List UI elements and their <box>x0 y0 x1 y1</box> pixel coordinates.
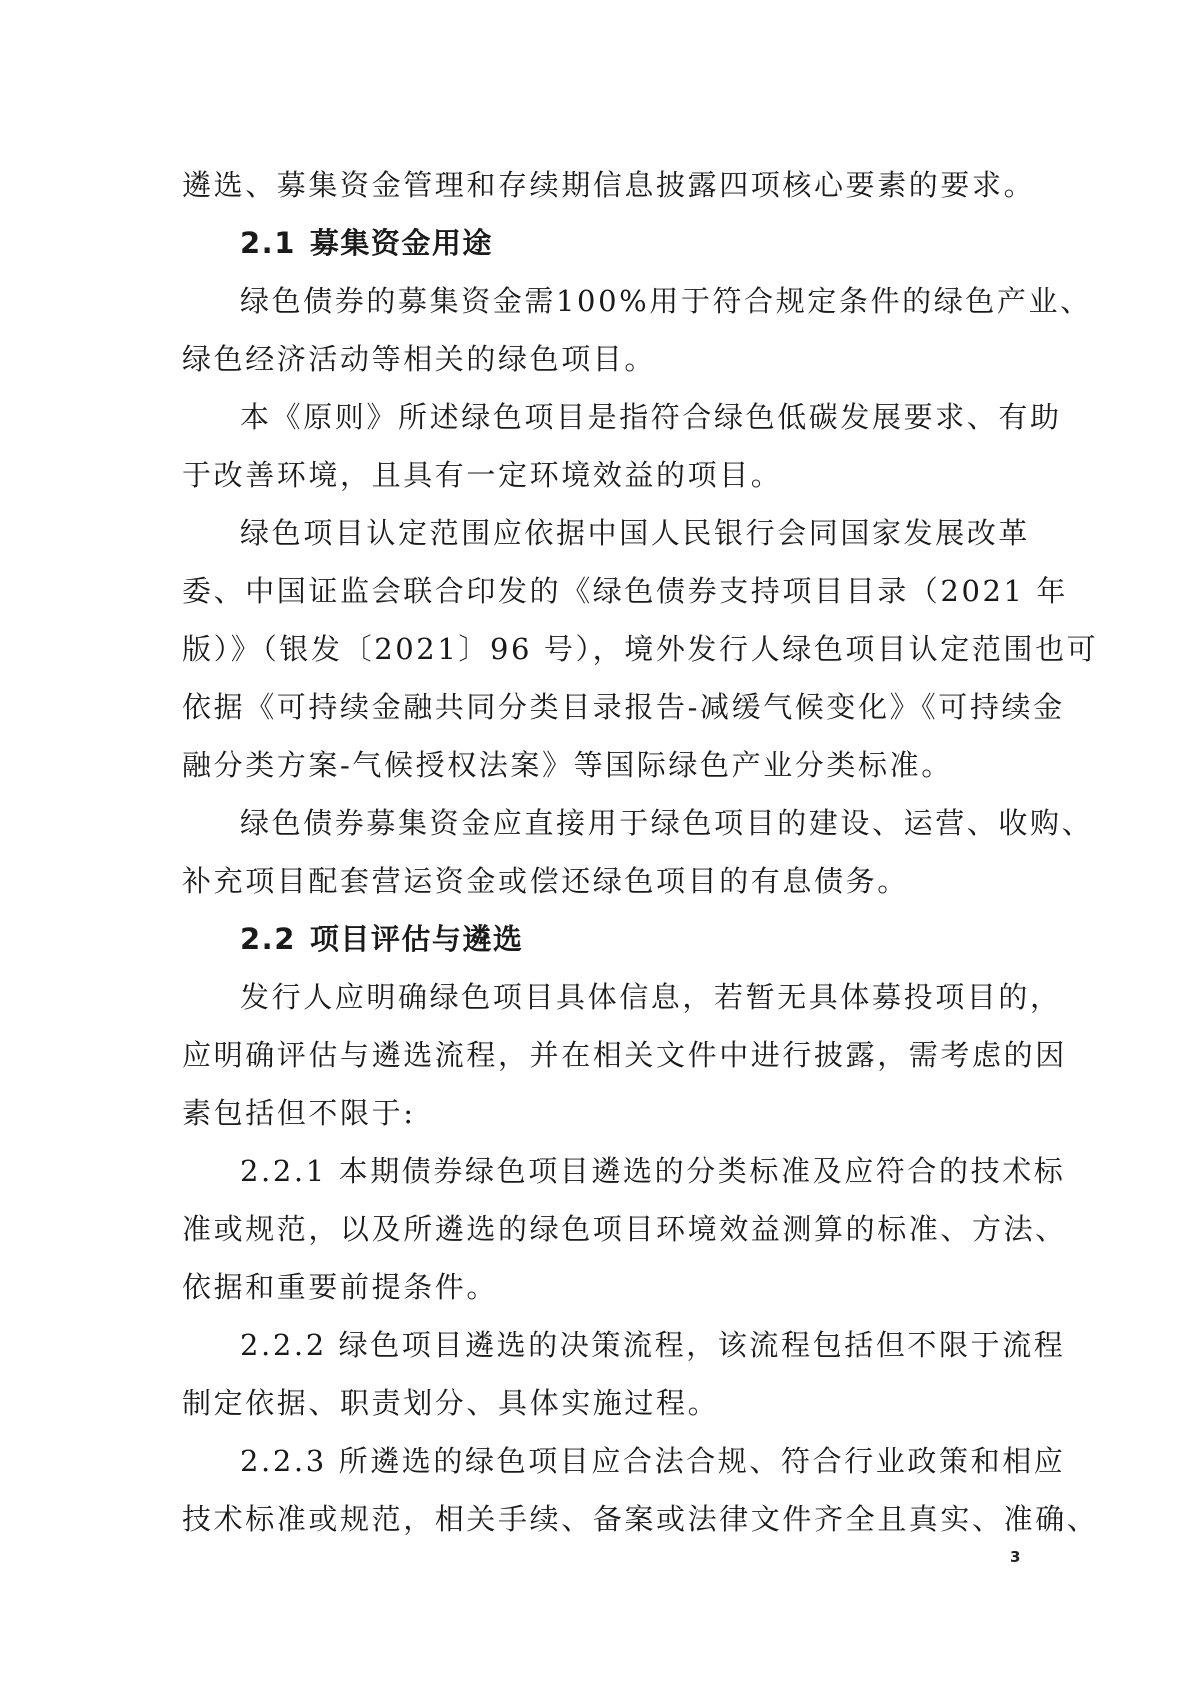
paragraph-line: 绿色经济活动等相关的绿色项目。 <box>182 342 657 376</box>
page-number: 3 <box>1010 1548 1021 1566</box>
paragraph-line: 委、中国证监会联合印发的《绿色债券支持项目目录（2021 年 <box>182 574 1069 608</box>
paragraph-line: 遴选、募集资金管理和存续期信息披露四项核心要素的要求。 <box>182 168 1036 202</box>
paragraph-line: 绿色债券募集资金应直接用于绿色项目的建设、运营、收购、 <box>240 806 1094 840</box>
section-title: 项目评估与遴选 <box>309 922 524 956</box>
paragraph-line: 2.2.2 绿色项目遴选的决策流程，该流程包括但不限于流程 <box>240 1328 1066 1362</box>
paragraph-line: 版）》（银发〔2021〕96 号），境外发行人绿色项目认定范围也可 <box>182 632 1099 666</box>
paragraph-line: 2.2.3 所遴选的绿色项目应合法合规、符合行业政策和相应 <box>240 1444 1066 1478</box>
paragraph-line: 于改善环境，且具有一定环境效益的项目。 <box>182 458 783 492</box>
paragraph-line: 制定依据、职责划分、具体实施过程。 <box>182 1386 720 1420</box>
section-heading-2-2 <box>182 910 1022 968</box>
paragraph-line: 应明确评估与遴选流程，并在相关文件中进行披露，需考虑的因 <box>182 1038 1067 1072</box>
paragraph-line: 绿色项目认定范围应依据中国人民银行会同国家发展改革 <box>240 516 1031 550</box>
section-heading-2-1 <box>182 214 1022 272</box>
paragraph-line: 素包括但不限于: <box>182 1096 416 1130</box>
paragraph-line: 补充项目配套营运资金或偿还绿色项目的有息债务。 <box>182 864 909 898</box>
paragraph-line: 绿色债券的募集资金需100%用于符合规定条件的绿色产业、 <box>240 284 1092 318</box>
section-title: 募集资金用途 <box>309 226 493 260</box>
paragraph-line: 技术标准或规范，相关手续、备案或法律文件齐全且真实、准确、 <box>182 1502 1099 1536</box>
section-number: 2.2 <box>240 922 296 956</box>
paragraph-line: 依据和重要前提条件。 <box>182 1270 499 1304</box>
section-number: 2.1 <box>240 226 296 260</box>
paragraph-line: 2.2.1 本期债券绿色项目遴选的分类标准及应符合的技术标 <box>240 1154 1066 1188</box>
paragraph-line: 发行人应明确绿色项目具体信息，若暂无具体募投项目的， <box>240 980 1062 1014</box>
paragraph-line: 依据《可持续金融共同分类目录报告-减缓气候变化》《可持续金 <box>182 690 1065 724</box>
document-page <box>182 156 1099 1548</box>
paragraph-line: 融分类方案-气候授权法案》等国际绿色产业分类标准。 <box>182 748 953 782</box>
paragraph-line: 准或规范，以及所遴选的绿色项目环境效益测算的标准、方法、 <box>182 1212 1067 1246</box>
paragraph-line: 本《原则》所述绿色项目是指符合绿色低碳发展要求、有助 <box>240 400 1062 434</box>
